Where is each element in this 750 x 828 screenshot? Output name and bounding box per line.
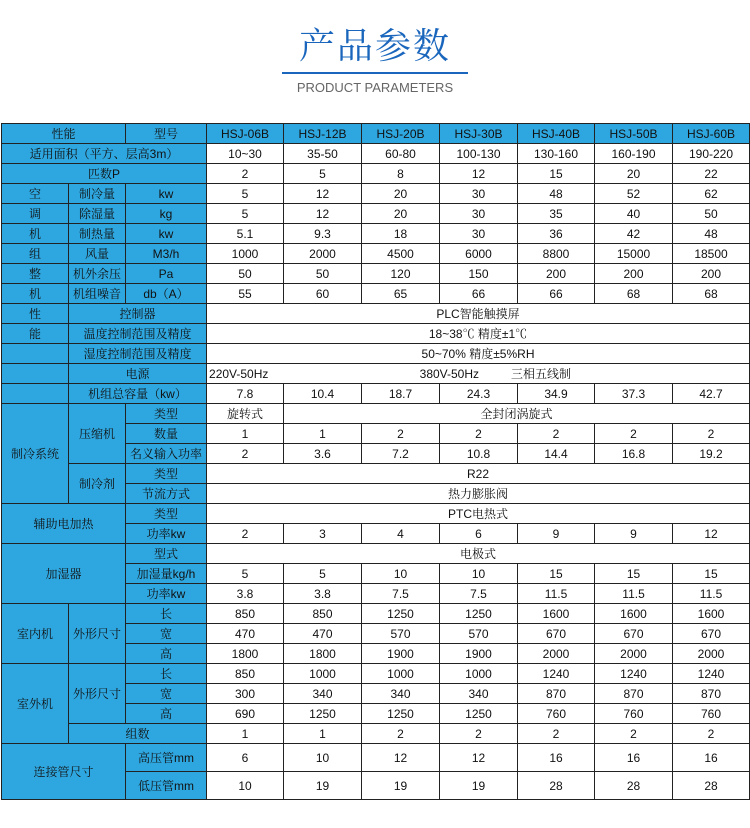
blank-cell (2, 384, 69, 404)
value-cell: 22 (673, 164, 750, 184)
value-cell: 55 (207, 284, 284, 304)
value-cell: 15 (518, 164, 595, 184)
value-cell: 3.6 (284, 444, 362, 464)
static_pressure-unit: Pa (126, 264, 207, 284)
perf-char: 机 (2, 284, 69, 304)
noise-row (2, 284, 750, 304)
model-hsj-40b: HSJ-40B (518, 124, 595, 144)
comp-type-rotary: 旋转式 (207, 404, 284, 424)
value-cell: 870 (518, 684, 595, 704)
total-power-row (2, 384, 750, 404)
hum-type-label: 型式 (126, 544, 207, 564)
ref-type-row (2, 464, 750, 484)
value-cell: 1000 (362, 664, 440, 684)
hum-power-label: 功率kw (126, 584, 207, 604)
model-hsj-50b: HSJ-50B (595, 124, 673, 144)
value-cell: 160-190 (595, 144, 673, 164)
value-cell: 1 (207, 424, 284, 444)
model-header: 型号 (126, 124, 207, 144)
value-cell: 14.4 (518, 444, 595, 464)
value-cell: 15 (595, 564, 673, 584)
outdoor-unit-label: 室外机 (2, 664, 69, 744)
value-cell: 20 (595, 164, 673, 184)
value-cell: 1900 (440, 644, 518, 664)
value-cell: 30 (440, 184, 518, 204)
outdoor-width-label: 宽 (126, 684, 207, 704)
value-cell: 65 (362, 284, 440, 304)
value-cell: 9 (595, 524, 673, 544)
value-cell: 670 (595, 624, 673, 644)
value-cell: 850 (207, 604, 284, 624)
value-cell: 66 (440, 284, 518, 304)
value-cell: 52 (595, 184, 673, 204)
pipe-size-label: 连接管尺寸 (2, 744, 126, 800)
value-cell: 16.8 (595, 444, 673, 464)
comp-type-scroll: 全封闭涡旋式 (284, 404, 750, 424)
controller-value: PLC智能触摸屏 (207, 304, 750, 324)
aux-type-label: 类型 (126, 504, 207, 524)
value-cell: 470 (284, 624, 362, 644)
outdoor-groups-label: 组数 (69, 724, 207, 744)
area-row (2, 144, 750, 164)
static_pressure-row (2, 264, 750, 284)
comp-type-label: 类型 (126, 404, 207, 424)
value-cell: 10.8 (440, 444, 518, 464)
cooling-unit: kw (126, 184, 207, 204)
value-cell: 19 (284, 772, 362, 800)
value-cell: 760 (518, 704, 595, 724)
value-cell: 150 (440, 264, 518, 284)
hum-range-value: 50~70% 精度±5%RH (207, 344, 750, 364)
power-supply-wiring: 三相五线制 (511, 367, 572, 381)
perf-char: 调 (2, 204, 69, 224)
value-cell: 24.3 (440, 384, 518, 404)
value-cell: 6000 (440, 244, 518, 264)
value-cell: 2 (207, 164, 284, 184)
value-cell: 2 (440, 724, 518, 744)
compressor-label: 压缩机 (69, 404, 126, 464)
value-cell: 18.7 (362, 384, 440, 404)
value-cell: 30 (440, 224, 518, 244)
value-cell: 6 (440, 524, 518, 544)
value-cell: 8 (362, 164, 440, 184)
value-cell: 200 (595, 264, 673, 284)
value-cell: 2 (518, 424, 595, 444)
perf-char: 机 (2, 224, 69, 244)
value-cell: 12 (440, 744, 518, 772)
value-cell: 7.2 (362, 444, 440, 464)
value-cell: 5 (207, 564, 284, 584)
value-cell: 470 (207, 624, 284, 644)
power-supply-three: 380V-50Hz (419, 367, 480, 381)
value-cell: 15 (673, 564, 750, 584)
value-cell: 1240 (673, 664, 750, 684)
value-cell: 40 (595, 204, 673, 224)
total-power-label: 机组总容量（kw） (69, 384, 207, 404)
value-cell: 10.4 (284, 384, 362, 404)
value-cell: 28 (673, 772, 750, 800)
heating-unit: kw (126, 224, 207, 244)
value-cell: 28 (595, 772, 673, 800)
perf-char: 组 (2, 244, 69, 264)
value-cell: 1800 (284, 644, 362, 664)
temp-range-row (2, 324, 750, 344)
value-cell: 5 (207, 184, 284, 204)
value-cell: 1250 (440, 704, 518, 724)
temp-range-label: 温度控制范围及精度 (69, 324, 207, 344)
comp-qty-label: 数量 (126, 424, 207, 444)
hum-type-value: 电极式 (207, 544, 750, 564)
ref-type-value: R22 (207, 464, 750, 484)
value-cell: 1600 (673, 604, 750, 624)
outdoor-groups-row (2, 724, 750, 744)
title-underline (282, 72, 468, 74)
power-supply-row (2, 364, 750, 384)
power-supply-label: 电源 (69, 364, 207, 384)
humidifier-label: 加湿器 (2, 544, 126, 604)
value-cell: 1250 (362, 704, 440, 724)
value-cell: 66 (518, 284, 595, 304)
value-cell: 10 (362, 564, 440, 584)
value-cell: 10~30 (207, 144, 284, 164)
heating-row (2, 224, 750, 244)
outdoor-length-row (2, 664, 750, 684)
comp-type-row (2, 404, 750, 424)
value-cell: 340 (284, 684, 362, 704)
value-cell: 50 (207, 264, 284, 284)
value-cell: 190-220 (673, 144, 750, 164)
value-cell: 1240 (518, 664, 595, 684)
value-cell: 8800 (518, 244, 595, 264)
value-cell: 1000 (284, 664, 362, 684)
value-cell: 1240 (595, 664, 673, 684)
throttle-label: 节流方式 (126, 484, 207, 504)
model-hsj-06b: HSJ-06B (207, 124, 284, 144)
value-cell: 3.8 (207, 584, 284, 604)
value-cell: 35-50 (284, 144, 362, 164)
value-cell: 68 (673, 284, 750, 304)
hp-label: 匹数P (2, 164, 207, 184)
value-cell: 3 (284, 524, 362, 544)
value-cell: 4500 (362, 244, 440, 264)
power-supply-single: 220V-50Hz (209, 367, 269, 381)
value-cell: 11.5 (595, 584, 673, 604)
value-cell: 60 (284, 284, 362, 304)
value-cell: 20 (362, 184, 440, 204)
value-cell: 1000 (207, 244, 284, 264)
value-cell: 11.5 (673, 584, 750, 604)
indoor-unit-label: 室内机 (2, 604, 69, 664)
value-cell: 50 (284, 264, 362, 284)
blank-cell (2, 344, 69, 364)
value-cell: 62 (673, 184, 750, 204)
model-hsj-60b: HSJ-60B (673, 124, 750, 144)
value-cell: 16 (595, 744, 673, 772)
value-cell: 2 (673, 724, 750, 744)
value-cell: 2000 (518, 644, 595, 664)
airflow-unit: M3/h (126, 244, 207, 264)
perf-char: 空 (2, 184, 69, 204)
value-cell: 570 (440, 624, 518, 644)
value-cell: 5 (284, 564, 362, 584)
value-cell: 850 (207, 664, 284, 684)
value-cell: 9 (518, 524, 595, 544)
noise-unit: db（A） (126, 284, 207, 304)
value-cell: 200 (673, 264, 750, 284)
value-cell: 50 (673, 204, 750, 224)
static_pressure-label: 机外余压 (69, 264, 126, 284)
value-cell: 760 (673, 704, 750, 724)
product-parameters-table (1, 123, 750, 800)
pipe-low-label: 低压管mm (126, 772, 207, 800)
value-cell: 1600 (518, 604, 595, 624)
dehum-row (2, 204, 750, 224)
value-cell: 18500 (673, 244, 750, 264)
indoor-width-label: 宽 (126, 624, 207, 644)
value-cell: 19 (440, 772, 518, 800)
value-cell: 37.3 (595, 384, 673, 404)
value-cell: 670 (673, 624, 750, 644)
value-cell: 570 (362, 624, 440, 644)
value-cell: 10 (440, 564, 518, 584)
value-cell: 1 (207, 724, 284, 744)
value-cell: 2000 (284, 244, 362, 264)
value-cell: 1 (284, 724, 362, 744)
indoor-length-row (2, 604, 750, 624)
value-cell: 200 (518, 264, 595, 284)
perf-char: 能 (2, 324, 69, 344)
cooling-row (2, 184, 750, 204)
value-cell: 2 (595, 724, 673, 744)
header-row (2, 124, 750, 144)
throttle-value: 热力膨胀阀 (207, 484, 750, 504)
value-cell: 16 (673, 744, 750, 772)
value-cell: 12 (362, 744, 440, 772)
value-cell: 2 (595, 424, 673, 444)
value-cell: 5 (284, 164, 362, 184)
value-cell: 30 (440, 204, 518, 224)
value-cell: 2 (362, 724, 440, 744)
value-cell: 1600 (595, 604, 673, 624)
value-cell: 2 (518, 724, 595, 744)
value-cell: 12 (673, 524, 750, 544)
aux-power-label: 功率kw (126, 524, 207, 544)
aux-type-value: PTC电热式 (207, 504, 750, 524)
indoor-length-label: 长 (126, 604, 207, 624)
value-cell: 2000 (673, 644, 750, 664)
value-cell: 340 (362, 684, 440, 704)
airflow-label: 风量 (69, 244, 126, 264)
value-cell: 2 (440, 424, 518, 444)
value-cell: 12 (284, 204, 362, 224)
value-cell: 870 (595, 684, 673, 704)
aux-type-row (2, 504, 750, 524)
value-cell: 10 (207, 772, 284, 800)
controller-label: 控制器 (69, 304, 207, 324)
indoor-height-label: 高 (126, 644, 207, 664)
value-cell: 2 (673, 424, 750, 444)
value-cell: 5 (207, 204, 284, 224)
indoor-dim-label: 外形尺寸 (69, 604, 126, 664)
perf-char: 性 (2, 304, 69, 324)
value-cell: 1250 (362, 604, 440, 624)
hum-range-label: 湿度控制范围及精度 (69, 344, 207, 364)
value-cell: 6 (207, 744, 284, 772)
value-cell: 3.8 (284, 584, 362, 604)
value-cell: 760 (595, 704, 673, 724)
value-cell: 60-80 (362, 144, 440, 164)
dehum-label: 除湿量 (69, 204, 126, 224)
hp-row (2, 164, 750, 184)
outdoor-length-label: 长 (126, 664, 207, 684)
blank-cell (2, 364, 69, 384)
value-cell: 48 (518, 184, 595, 204)
value-cell: 690 (207, 704, 284, 724)
perf-header: 性能 (2, 124, 126, 144)
value-cell: 68 (595, 284, 673, 304)
value-cell: 7.5 (362, 584, 440, 604)
dehum-unit: kg (126, 204, 207, 224)
value-cell: 16 (518, 744, 595, 772)
refrig-system-label: 制冷系统 (2, 404, 69, 504)
refrigerant-label: 制冷剂 (69, 464, 126, 504)
noise-label: 机组噪音 (69, 284, 126, 304)
value-cell: 18 (362, 224, 440, 244)
value-cell: 35 (518, 204, 595, 224)
perf-char: 整 (2, 264, 69, 284)
airflow-row (2, 244, 750, 264)
model-hsj-12b: HSJ-12B (284, 124, 362, 144)
value-cell: 20 (362, 204, 440, 224)
value-cell: 850 (284, 604, 362, 624)
value-cell: 2 (207, 444, 284, 464)
value-cell: 870 (673, 684, 750, 704)
value-cell: 1250 (284, 704, 362, 724)
cooling-label: 制冷量 (69, 184, 126, 204)
controller-row (2, 304, 750, 324)
aux-heat-label: 辅助电加热 (2, 504, 126, 544)
value-cell: 1800 (207, 644, 284, 664)
value-cell: 7.8 (207, 384, 284, 404)
value-cell: 15 (518, 564, 595, 584)
value-cell: 15000 (595, 244, 673, 264)
outdoor-dim-label: 外形尺寸 (69, 664, 126, 724)
value-cell: 34.9 (518, 384, 595, 404)
value-cell: 670 (518, 624, 595, 644)
value-cell: 19.2 (673, 444, 750, 464)
value-cell: 10 (284, 744, 362, 772)
pipe-high-label: 高压管mm (126, 744, 207, 772)
page-subtitle: PRODUCT PARAMETERS (296, 80, 454, 95)
pipe-high-row (2, 744, 750, 772)
page-title: 产品参数 (298, 26, 451, 67)
value-cell: 300 (207, 684, 284, 704)
hum-range-row (2, 344, 750, 364)
value-cell: 12 (440, 164, 518, 184)
ref-type-label: 类型 (126, 464, 207, 484)
comp-power-label: 名义输入功率 (126, 444, 207, 464)
value-cell: 340 (440, 684, 518, 704)
outdoor-height-label: 高 (126, 704, 207, 724)
heating-label: 制热量 (69, 224, 126, 244)
value-cell: 2 (207, 524, 284, 544)
value-cell: 4 (362, 524, 440, 544)
hum-amount-label: 加湿量kg/h (126, 564, 207, 584)
value-cell: 130-160 (518, 144, 595, 164)
value-cell: 12 (284, 184, 362, 204)
value-cell: 2 (362, 424, 440, 444)
value-cell: 2000 (595, 644, 673, 664)
model-hsj-20b: HSJ-20B (362, 124, 440, 144)
temp-range-value: 18~38℃ 精度±1℃ (207, 324, 750, 344)
value-cell: 7.5 (440, 584, 518, 604)
value-cell: 1 (284, 424, 362, 444)
value-cell: 19 (362, 772, 440, 800)
value-cell: 9.3 (284, 224, 362, 244)
value-cell: 28 (518, 772, 595, 800)
value-cell: 36 (518, 224, 595, 244)
value-cell: 120 (362, 264, 440, 284)
value-cell: 42 (595, 224, 673, 244)
value-cell: 1250 (440, 604, 518, 624)
power-supply-value (207, 364, 750, 384)
value-cell: 42.7 (673, 384, 750, 404)
value-cell: 100-130 (440, 144, 518, 164)
value-cell: 48 (673, 224, 750, 244)
value-cell: 1900 (362, 644, 440, 664)
hum-type-row (2, 544, 750, 564)
value-cell: 11.5 (518, 584, 595, 604)
model-hsj-30b: HSJ-30B (440, 124, 518, 144)
value-cell: 5.1 (207, 224, 284, 244)
value-cell: 1000 (440, 664, 518, 684)
area-label: 适用面积（平方、层高3m） (2, 144, 207, 164)
